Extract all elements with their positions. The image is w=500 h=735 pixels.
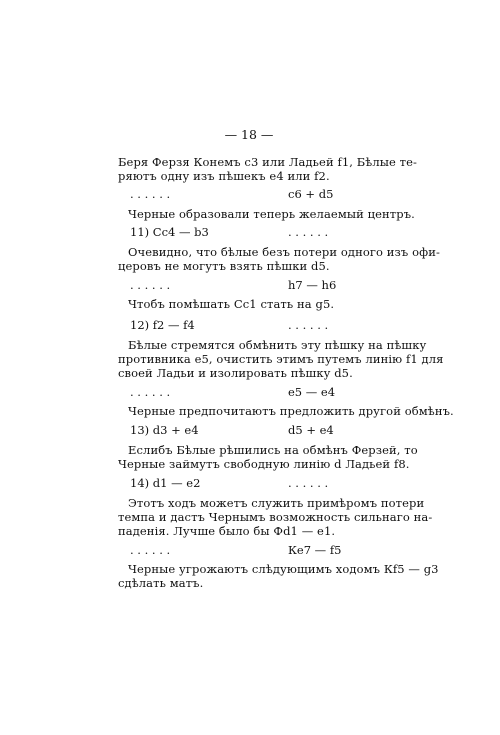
move-white: 13) d3 + e4 (130, 423, 199, 437)
page-number: — 18 — (224, 127, 274, 142)
text-line: церовъ не могутъ взять пѣшки d5. (118, 259, 330, 273)
move-black: c6 + d5 (288, 187, 334, 201)
move-black: . . . . . . (288, 318, 329, 332)
text-line: сдѣлать матъ. (118, 576, 204, 590)
text-line: Бѣлые стремятся обмѣнить эту пѣшку на пѣшку (128, 338, 427, 352)
move-white: . . . . . . (130, 543, 171, 557)
text-line: Чтобъ помѣшать Cc1 стать на g5. (128, 297, 335, 311)
text-line: Еслибъ Бѣлые рѣшились на обмѣнъ Ферзей, то (128, 443, 418, 457)
move-white: . . . . . . (130, 278, 171, 292)
text-line: Черные займутъ свободную линію d Ладьей f8. (118, 457, 410, 471)
text-line: паденія. Лучше было бы Фd1 — e1. (118, 524, 336, 538)
text-line: Очевидно, что бѣлые безъ потери одного изъ офи- (128, 245, 440, 259)
text-line: своей Ладьи и изолировать пѣшку d5. (118, 366, 353, 380)
text-line: противника e5, очистить этимъ путемъ линію f1 для (118, 352, 444, 366)
text-line: Этотъ ходъ можетъ служить примѣромъ потери (128, 496, 425, 510)
move-black: . . . . . . (288, 225, 329, 239)
move-black: e5 — e4 (288, 385, 336, 399)
text-line: темпа и дастъ Чернымъ возможность сильнаго на- (118, 510, 433, 524)
move-black: . . . . . . (288, 476, 329, 490)
text-line: Беря Ферзя Конемъ c3 или Ладьей f1, Бѣлые те- (118, 155, 418, 169)
move-white: 14) d1 — e2 (130, 476, 201, 490)
move-black: d5 + e4 (288, 423, 334, 437)
text-line: Черные образовали теперь желаемый центръ. (128, 207, 415, 221)
text-line: ряютъ одну изъ пѣшекъ e4 или f2. (118, 169, 330, 183)
move-white: 11) Cc4 — b3 (130, 225, 209, 239)
text-line: Черные угрожаютъ слѣдующимъ ходомъ Кf5 — g3 (128, 562, 439, 576)
text-line: Черные предпочитаютъ предложить другой обмѣнъ. (128, 404, 454, 418)
move-black: Кe7 — f5 (288, 543, 342, 557)
move-black: h7 — h6 (288, 278, 337, 292)
move-white: 12) f2 — f4 (130, 318, 195, 332)
move-white: . . . . . . (130, 187, 171, 201)
move-white: . . . . . . (130, 385, 171, 399)
